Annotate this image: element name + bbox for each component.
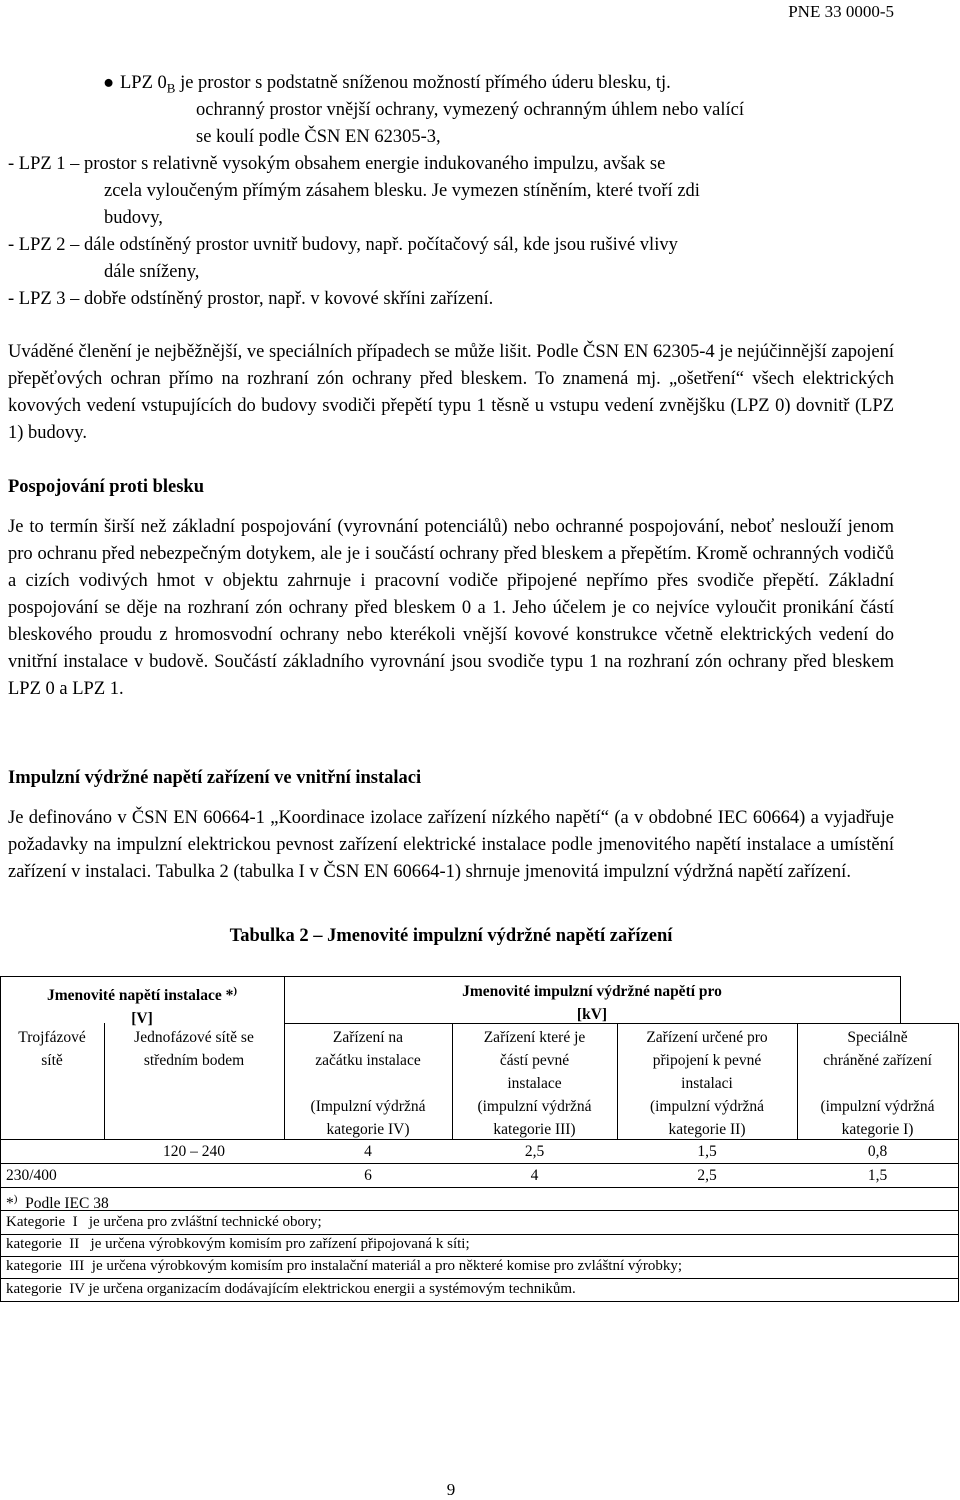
paragraph-zones: Uváděné členění je nejběžnější, ve speciálních případech se může lišit. Podle ČSN EN 62305-4 je nejúčinnější zapojení přepěťových ochran přímo na rozhraní zón ochrany před bleskem. To znamená mj. „ošetření“ všech elektrických kovových vedení vstupujících do budovy svodiči přepětí typu 1 těsně u vstupu vedení zvnějšku (LPZ 0) dovnitř (LPZ 1) budovy. [8,342,894,443]
header-installation-label: Jmenovité napětí instalace * [46,987,234,1005]
col-category-iv-line: kategorie IV) [326,1121,410,1138]
col-category-ii-line: (impulzní výdržná [649,1098,765,1115]
table-cell: 2,5 [524,1143,545,1160]
list-item-lpz1: - LPZ 1 – prostor s relativně vysokým obsahem energie indukovaného impulzu, avšak se [8,154,666,174]
footnote-mark: * [6,1195,14,1213]
header-impulse-voltage [284,980,900,1026]
col-category-i-line: (impulzní výdržná [820,1098,935,1115]
col-category-i-line: chráněné zařízení [823,1052,932,1069]
footnote-ref: ) [233,985,238,997]
bullet-icon: ● [103,73,115,93]
header-impulse-unit: [kV] [576,1006,608,1023]
lpz1-line3: budovy, [104,208,163,228]
col-category-i-line [797,1072,958,1095]
col-category-i [797,1026,958,1141]
header-impulse-label: Jmenovité impulzní výdržné napětí pro [462,983,722,1000]
category-note: kategorie III je určena výrobkovým komisím pro instalační materiál a pro některé komise pro zvláštní výrobky; [6,1258,683,1274]
col-category-ii [617,1026,797,1141]
col-category-iv-line: začátku instalace [315,1052,421,1069]
lpz0b-line3: se koulí podle ČSN EN 62305-3, [196,127,441,147]
col-three-phase-line: sítě [41,1052,63,1069]
col-three-phase [0,1026,104,1072]
footnote-sup: ) [13,1193,18,1205]
col-category-i-line: kategorie I) [841,1121,914,1138]
page-number: 9 [446,1480,456,1499]
table-cell: 230/400 [6,1167,57,1184]
col-category-iii-line: (impulzní výdržná [477,1098,592,1115]
impulse-voltage-table [0,976,960,1302]
table-cell: 1,5 [867,1167,888,1184]
paragraph-impulse-voltage: Je definováno v ČSN EN 60664-1 „Koordinace izolace zařízení nízkého napětí“ (a v obdobné IEC 60664) a vyjadřuje požadavky na impulzní elektrickou pevnost zařízení elektrické instalace podle jmenovitého napětí instalace a umístění zařízení v instalaci. Tabulka 2 (tabulka I v ČSN EN 60664-1) shrnuje jmenovitá impulzní výdržná napětí zařízení. [8,808,894,882]
header-installation-unit: [V] [131,1010,153,1028]
col-category-iii-line: instalace [507,1075,562,1092]
lpz0b-prefix: LPZ 0 [120,73,167,93]
footnote-text: Podle IEC 38 [17,1195,109,1213]
table-cell: 6 [364,1167,372,1184]
table-cell: 120 – 240 [163,1143,225,1160]
table-cell: 2,5 [697,1167,717,1184]
category-note: kategorie II je určena výrobkovým komisím pro zařízení připojovaná k síti; [6,1236,470,1252]
col-single-phase [104,1026,284,1072]
col-category-iv-line [284,1072,452,1095]
category-note: kategorie IV je určena organizacím dodávajícím elektrickou energii a systémovým technikům. [6,1281,576,1297]
col-category-ii-line: připojení k pevné [652,1052,762,1069]
table-cell: 1,5 [697,1143,717,1160]
col-category-iii [452,1026,617,1141]
lpz2-line2: dále sníženy, [104,262,200,282]
table-caption: Tabulka 2 – Jmenovité impulzní výdržné napětí zařízení [229,926,673,946]
col-single-phase-line: středním bodem [143,1052,245,1069]
col-category-iii-line: Zařízení které je [483,1029,586,1046]
table-border-top [0,976,900,977]
col-category-iii-line: kategorie III) [493,1121,576,1138]
col-category-ii-line: instalaci [681,1075,733,1092]
heading-bonding: Pospojování proti blesku [8,477,205,497]
col-category-ii-line: kategorie II) [668,1121,746,1138]
col-category-iv-line: Zařízení na [332,1029,404,1046]
category-note: Kategorie I je určena pro zvláštní technické obory; [6,1214,322,1230]
col-category-i-line: Speciálně [847,1029,908,1046]
col-three-phase-line: Trojfázové [18,1029,86,1046]
header-installation-voltage [0,980,284,1030]
document-id: PNE 33 0000-5 [788,2,894,21]
table-cell: 0,8 [867,1143,888,1160]
col-category-iv [284,1026,452,1141]
list-item-lpz2: - LPZ 2 – dále odstíněný prostor uvnitř budovy, např. počítačový sál, kde jsou rušivé vlivy [8,235,678,255]
heading-impulse-voltage: Impulzní výdržné napětí zařízení ve vnitřní instalaci [8,768,422,788]
col-category-iii-line: částí pevné [499,1052,570,1069]
table-border-right-upper [900,976,901,1023]
lpz0b-subscript: B [166,80,176,96]
col-single-phase-line: Jednofázové sítě se [134,1029,254,1046]
paragraph-bonding: Je to termín širší než základní pospojování (vyrovnání potenciálů) nebo ochranné pospojování, neboť neslouží jenom pro ochranu před nebezpečným dotykem, ale je i součástí ochrany před bleskem a přepětím. Kromě ochranných vodičů a cizích vodivých hmot v objektu zahrnuje i pracovní vodiče připojené nepřímo přes svodiče přepětí. Základní pospojování se děje na rozhraní zón ochrany před bleskem 0 a 1. Jeho účelem je co nejvíce vyloučit pronikání částí bleskového proudu z hromosvodní ochrany nebo kterékoli vnější kovové konstrukce včetně elektrických vedení do vnitřní instalace v budově. Součástí základního vyrovnání jsou svodiče typu 1 na rozhraní zón ochrany před bleskem LPZ 0 a LPZ 1. [8,517,894,699]
table-cell: 4 [364,1143,372,1160]
col-category-iv-line: (Impulzní výdržná [310,1098,426,1115]
lpz1-line2: zcela vyloučeným přímým zásahem blesku. Je vymezen stíněním, které tvoří zdi [104,181,700,201]
list-item-lpz3: - LPZ 3 – dobře odstíněný prostor, např. v kovové skříni zařízení. [8,289,494,309]
col-category-ii-line: Zařízení určené pro [646,1029,768,1046]
table-cell: 4 [530,1167,539,1184]
lpz0b-line2: ochranný prostor vnější ochrany, vymezený ochranným úhlem nebo valící [196,100,744,120]
table-rule-row [0,1187,959,1188]
lpz0b-text: je prostor s podstatně sníženou možností přímého úderu blesku, tj. [175,73,671,93]
table-border-bottom [0,1301,959,1302]
